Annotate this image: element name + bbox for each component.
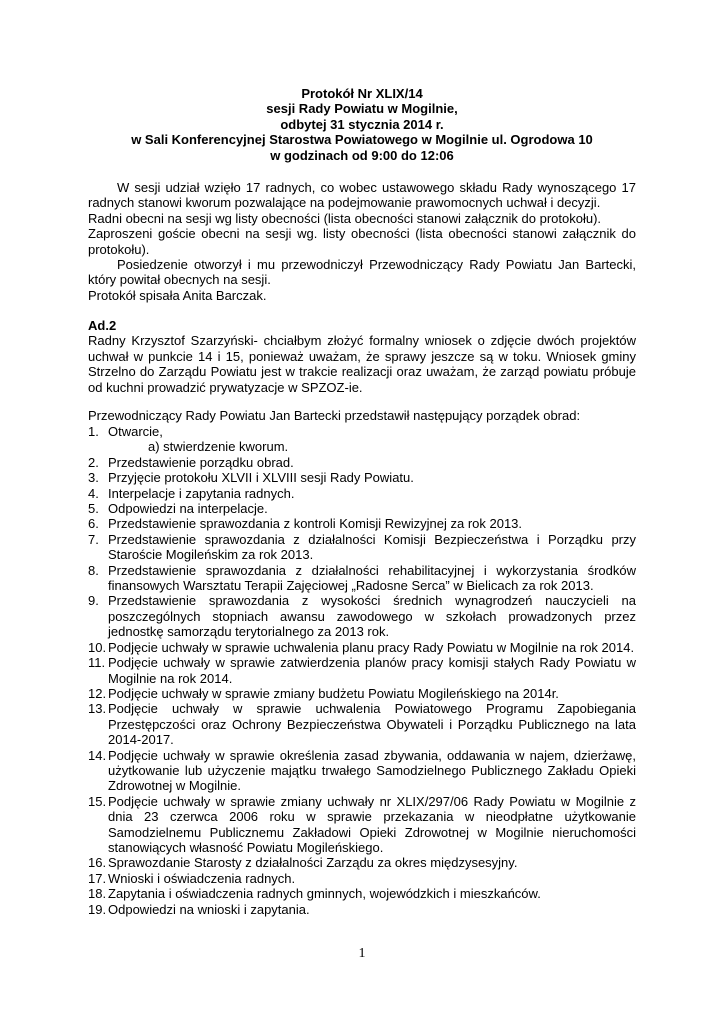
agenda-item: [88, 701, 636, 747]
agenda-item-number: 6.: [88, 516, 99, 532]
agenda-item-number: 14.: [88, 747, 107, 763]
agenda-item: [88, 794, 636, 856]
agenda-item-number: 19.: [88, 901, 107, 917]
guests-note: Zaproszeni goście obecni na sesji wg. listy obecności (lista obecności stanowi załącznik do protokołu).: [88, 226, 636, 257]
title-line: w Sali Konferencyjnej Starostwa Powiatowego w Mogilnie ul. Ogrodowa 10: [131, 132, 593, 148]
agenda-item-number: 15.: [88, 793, 107, 809]
agenda-subitem: a) stwierdzenie kworum.: [148, 439, 289, 455]
agenda-intro-text: Przewodniczący Rady Powiatu Jan Bartecki przedstawił następujący porządek obrad:: [88, 408, 581, 423]
agenda-item-text: Podjęcie uchwały w sprawie określenia zasad zbywania, oddawania w najem, dzierżawę, użytkowanie lub użyczenie majątku trwałego Samodzielnego Publicznego Zakładu Opieki Zdrowotnej w Mogilnie.: [108, 747, 636, 794]
agenda-item-text: Przedstawienie sprawozdania z wysokości średnich wynagrodzeń nauczycieli na poszczególnych stopniach awansu zawodowego w szkołach prowadzonych przez jednostkę samorządu terytorialnego za 2013 rok.: [108, 593, 636, 640]
agenda-item-text: Podjęcie uchwały w sprawie zmiany uchwały nr XLIX/297/06 Rady Powiatu w Mogilnie z dnia 23 czerwca 2006 roku w sprawie przekazania w nieodpłatne użytkowanie Samodzielnemu Publicznemu Zakładowi Opieki Zdrowotnej w Mogilnie nieruchomości stanowiących własność Powiatu Mogileńskiego.: [108, 793, 636, 855]
attendance-list-note: Radni obecni na sesji wg listy obecności (lista obecności stanowi załącznik do protokołu).: [88, 210, 602, 226]
agenda-item-number: 10.: [88, 639, 107, 655]
agenda-item-text: Sprawozdanie Starosty z działalności Zarządu za okres międzysesyjny.: [108, 855, 518, 871]
agenda-item-number: 11.: [88, 655, 106, 671]
agenda-item: [88, 748, 636, 794]
agenda-item-number: 2.: [88, 454, 99, 470]
agenda-item: [88, 886, 636, 901]
agenda-item-text: Interpelacje i zapytania radnych.: [108, 485, 295, 501]
agenda-item: [88, 686, 636, 701]
agenda-item-text: Przedstawienie sprawozdania z działalności Komisji Bezpieczeństwa i Porządku przy Staroście Mogileńskim za rok 2013.: [108, 531, 636, 563]
title-line: Protokół Nr XLIX/14: [301, 86, 423, 101]
title-line: odbytej 31 stycznia 2014 r.: [280, 116, 444, 132]
agenda-item-number: 8.: [88, 562, 99, 578]
agenda-item-text: Podjęcie uchwały w sprawie uchwalenia Powiatowego Programu Zapobiegania Przestępczości oraz Ochrony Bezpieczeństwa Obywateli i Porządku Publicznego na lata 2014-2017.: [108, 701, 636, 748]
agenda-item-number: 5.: [88, 501, 99, 517]
intro-section: [88, 180, 636, 303]
agenda-item-number: 17.: [88, 870, 107, 886]
title-line: w godzinach od 9:00 do 12:06: [270, 147, 454, 163]
agenda-item-text: Przedstawienie sprawozdania z kontroli Komisji Rewizyjnej za rok 2013.: [108, 516, 523, 532]
agenda-item-text: Wnioski i oświadczenia radnych.: [108, 870, 296, 886]
agenda-item-text: Przedstawienie sprawozdania z działalności rehabilitacyjnej i wykorzystania środków finansowych Warsztatu Terapii Zajęciowej „Radosne Serca” w Bielicach za rok 2013.: [108, 562, 636, 594]
agenda-item: [88, 486, 636, 501]
opening-paragraph: Posiedzenie otworzył i mu przewodniczył Przewodniczący Rady Powiatu Jan Bartecki, który powitał obecnych na sesji.: [88, 257, 636, 288]
agenda-item-number: 16.: [88, 855, 107, 871]
ad2-heading: Ad.2: [88, 318, 117, 333]
agenda-item-text: Przedstawienie porządku obrad.: [108, 454, 294, 470]
agenda-item: [88, 640, 636, 655]
agenda-item-number: 7.: [88, 531, 99, 547]
ad2-section: [88, 318, 636, 395]
agenda-item-number: 18.: [88, 886, 107, 902]
agenda-item: [88, 424, 636, 455]
agenda-item-text: Otwarcie,: [108, 424, 163, 439]
page-number: 1: [358, 946, 366, 961]
agenda-item: [88, 855, 636, 870]
agenda-item-number: 4.: [88, 485, 99, 501]
protocol-title: [88, 86, 636, 163]
agenda-item-text: Przyjęcie protokołu XLVII i XLVIII sesji Rady Powiatu.: [108, 470, 414, 486]
agenda-item: [88, 455, 636, 470]
attendance-paragraph: W sesji udział wzięło 17 radnych, co wobec ustawowego składu Rady wynoszącego 17 radnych stanowi kworum pozwalające na podejmowanie prawomocnych uchwał i decyzji.: [88, 180, 636, 211]
agenda-item-number: 1.: [88, 424, 99, 439]
recorder-note: Protokół spisała Anita Barczak.: [88, 287, 267, 303]
agenda-item-text: Podjęcie uchwały w sprawie uchwalenia planu pracy Rady Powiatu w Mogilnie na rok 2014.: [108, 639, 635, 655]
agenda-item-text: Odpowiedzi na wnioski i zapytania.: [108, 901, 310, 917]
agenda-intro: [88, 408, 636, 423]
agenda-item-text: Odpowiedzi na interpelacje.: [108, 501, 268, 517]
agenda-item: [88, 501, 636, 516]
agenda-list: [88, 424, 636, 917]
agenda-item: [88, 902, 636, 917]
agenda-item: [88, 470, 636, 485]
agenda-item: [88, 871, 636, 886]
agenda-item-number: 3.: [88, 470, 99, 486]
agenda-item: [88, 516, 636, 531]
agenda-item-text: Podjęcie uchwały w sprawie zmiany budżetu Powiatu Mogileńskiego na 2014r.: [108, 685, 559, 701]
agenda-item-number: 13.: [88, 701, 107, 717]
agenda-item-number: 9.: [88, 593, 99, 609]
agenda-item-number: 12.: [88, 685, 107, 701]
agenda-item-text: Zapytania i oświadczenia radnych gminnych, wojewódzkich i mieszkańców.: [108, 886, 541, 902]
agenda-item: [88, 655, 636, 686]
agenda-item: [88, 593, 636, 639]
title-line: sesji Rady Powiatu w Mogilnie,: [266, 101, 458, 117]
agenda-item-text: Podjęcie uchwały w sprawie zatwierdzenia planów pracy komisji stałych Rady Powiatu w Mogilnie na rok 2014.: [108, 655, 636, 686]
agenda-item: [88, 563, 636, 594]
ad2-text: Radny Krzysztof Szarzyński- chciałbym złożyć formalny wniosek o zdjęcie dwóch projektów uchwał w punkcie 14 i 15, ponieważ uważam, że sprawy jeszcze są w toku. Wniosek gminy Strzelno do Zarządu Powiatu jest w trakcie realizacji oraz uważam, że zarząd powiatu próbuje od kuchni prowadzić prywatyzacje w SPZOZ-ie.: [88, 333, 636, 395]
agenda-item: [88, 532, 636, 563]
